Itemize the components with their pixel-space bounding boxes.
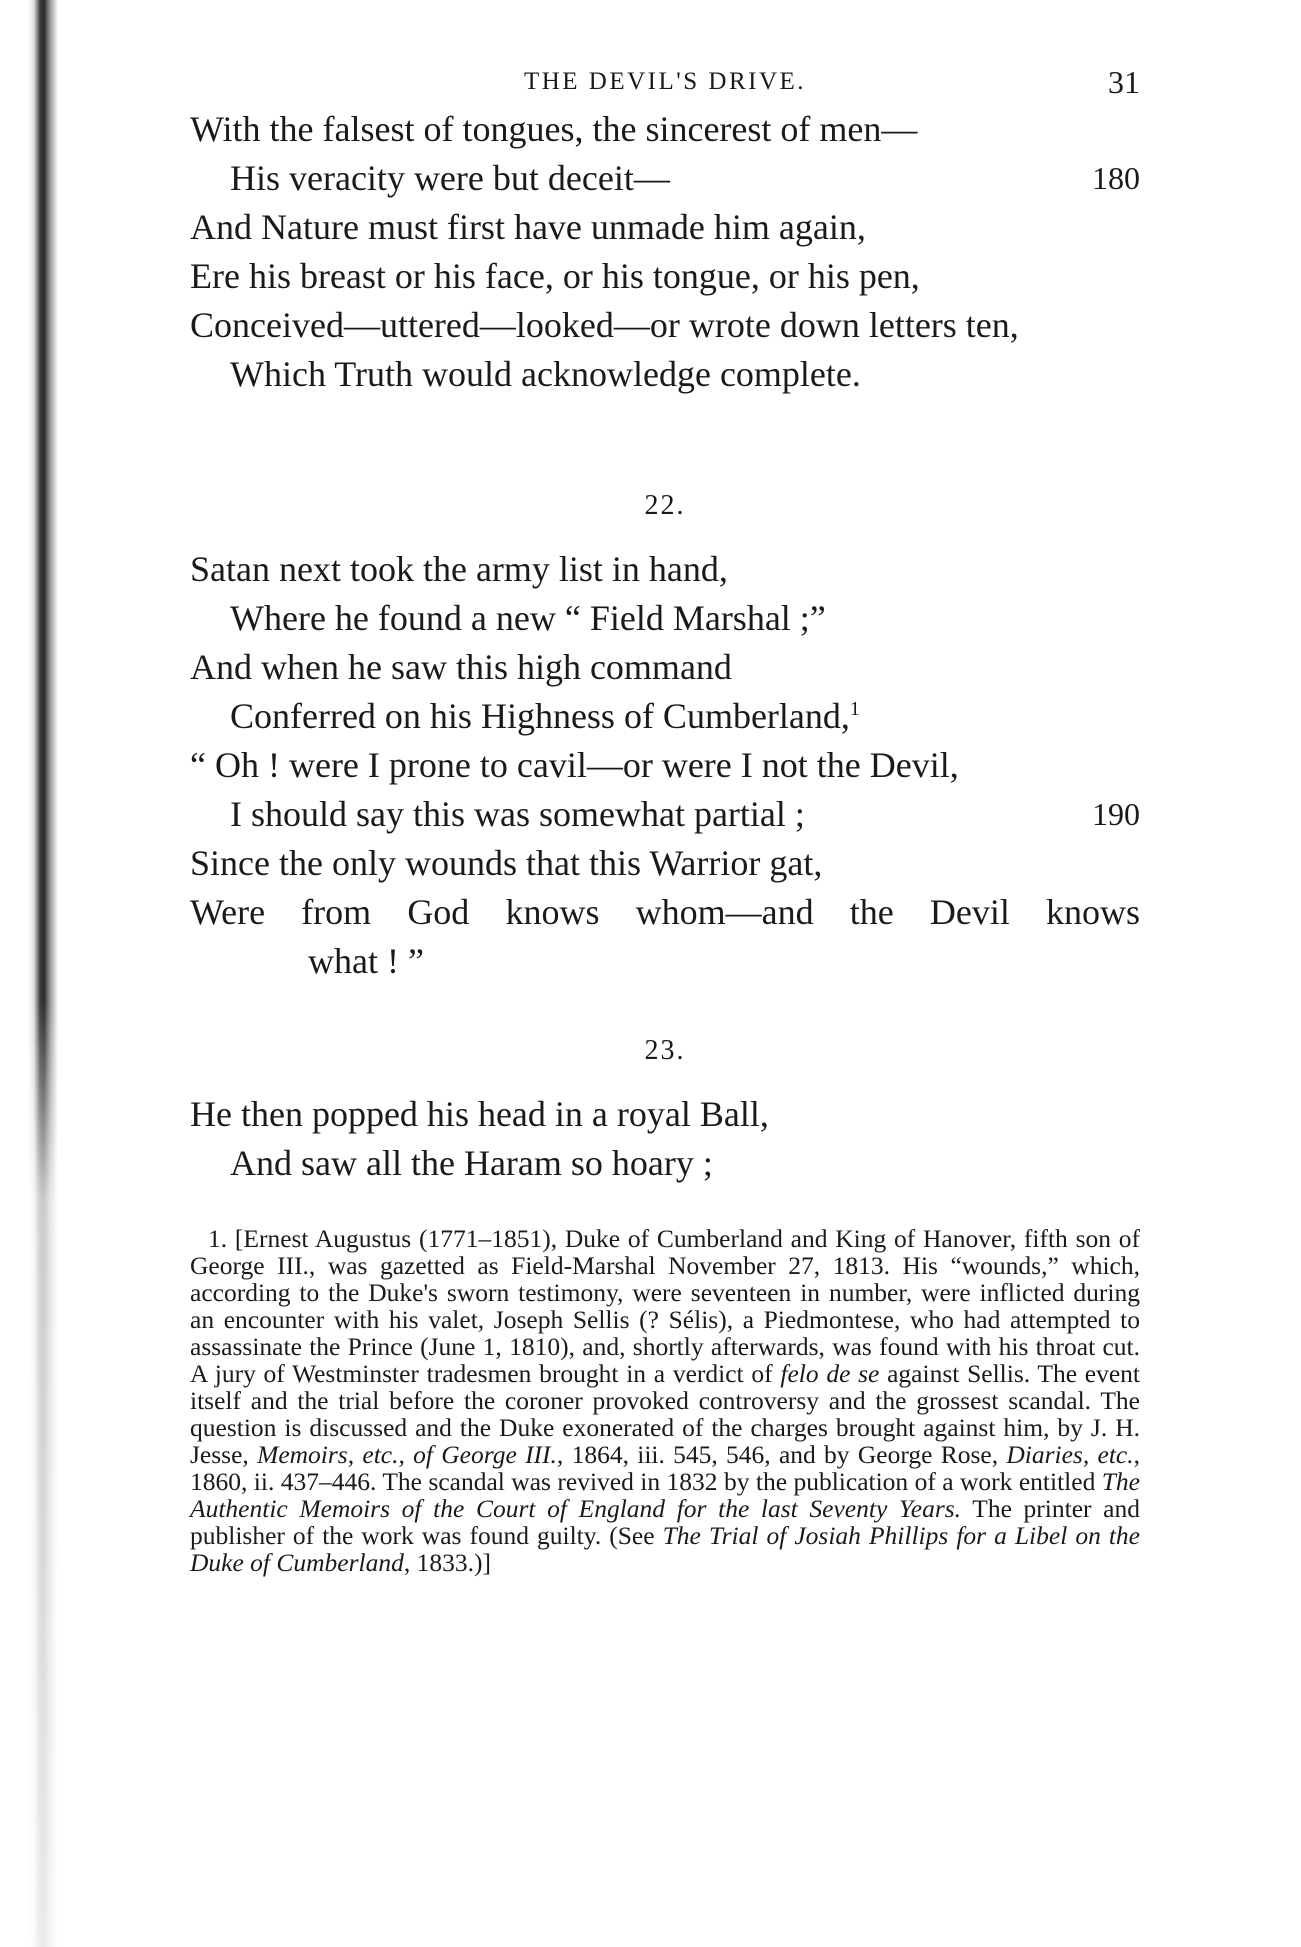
stanza-22 (190, 545, 1140, 986)
verse-line-justified (190, 888, 1140, 937)
verse-word: Devil (929, 892, 1010, 932)
verse-line: Where he found a new “ Field Marshal ;” (230, 598, 826, 638)
footnote-segment: against Sellis. The event itself and the trial before the coroner provoked controversy and the grossest scandal. The question is discussed and the Duke exonerated of the charges brought against him, by J. H. Jesse, (190, 1359, 1140, 1469)
verse-line (190, 154, 1140, 203)
verse-line: Which Truth would acknowledge complete. (230, 354, 861, 394)
footnote-segment: , 1860, ii. 437–446. The scandal was revived in 1832 by the publication of a work entitled (190, 1440, 1140, 1496)
verse-word: Were (190, 892, 266, 932)
verse-line: And saw all the Haram so hoary ; (230, 1143, 713, 1183)
verse-line: And when he saw this high command (190, 647, 732, 687)
footnote (190, 1225, 1140, 1576)
stanza-top (190, 105, 1140, 399)
running-title: THE DEVIL'S DRIVE. (523, 68, 807, 95)
page-number: 31 (1108, 64, 1140, 100)
verse-line: He then popped his head in a royal Ball, (190, 1094, 769, 1134)
footnote-italic: Diaries, etc. (1006, 1440, 1134, 1469)
line-number: 180 (1092, 160, 1140, 196)
verse-line: And Nature must first have unmade him again, (190, 207, 866, 247)
verse-line-text: I should say this was somewhat partial ; (230, 794, 805, 834)
verse-word: God (407, 892, 470, 932)
footnote-italic: felo de se (780, 1359, 880, 1388)
stanza-number: 22. (644, 490, 686, 521)
verse-line: Satan next took the army list in hand, (190, 549, 728, 589)
stanza-23 (190, 1090, 1140, 1188)
footnote-italic: The Trial of Josiah Phillips for a Libel on the Duke of Cumberland (190, 1521, 1140, 1577)
verse-word: the (849, 892, 894, 932)
verse-line (190, 692, 1140, 741)
verse-line-text: Conferred on his Highness of Cumberland, (230, 696, 850, 736)
verse-line: what ! ” (308, 941, 424, 981)
line-number: 190 (1092, 796, 1140, 832)
stanza-number: 23. (644, 1035, 686, 1066)
footnote-text (190, 1225, 1140, 1576)
verse-word: whom—and (635, 892, 814, 932)
verse-line-text: His veracity were but deceit— (230, 158, 670, 198)
footnote-marker: 1 (849, 698, 860, 720)
footnote-segment: , 1833.)] (403, 1548, 491, 1577)
footnote-segment: , 1864, iii. 545, 546, and by George Rose, (556, 1440, 1007, 1469)
verse-line: “ Oh ! were I prone to cavil—or were I not the Devil, (190, 745, 959, 785)
verse-word: knows (505, 892, 600, 932)
footnote-italic: Memoirs, etc., of George III. (257, 1440, 557, 1469)
verse-line (190, 790, 1140, 839)
verse-line: Ere his breast or his face, or his tongue, or his pen, (190, 256, 920, 296)
verse-line: With the falsest of tongues, the sincerest of men— (190, 109, 918, 149)
footnote-italic: The Authentic Memoirs of the Court of England for the last Seventy Years. (190, 1467, 1140, 1523)
verse-word: from (301, 892, 372, 932)
verse-line: Since the only wounds that this Warrior gat, (190, 843, 823, 883)
page-binding-fade (0, 1000, 58, 1947)
footnote-segment: 1. [Ernest Augustus (1771–1851), Duke of Cumberland and King of Hanover, fifth son of George III., was gazetted as Field-Marshal November 27, 1813. His “wounds,” which, according to the Duke's sworn testimony, were seventeen in number, were inflicted during an encounter with his valet, Joseph Sellis (? Sélis), a Piedmontese, who had attempted to assassinate the Prince (June 1, 1810), and, shortly afterwards, was found with his throat cut. A jury of Westminster tradesmen brought in a verdict of (190, 1224, 1140, 1388)
footnote-segment: The printer and publisher of the work was found guilty. (See (190, 1494, 1140, 1550)
verse-word: knows (1045, 892, 1140, 932)
verse-line: Conceived—uttered—looked—or wrote down letters ten, (190, 305, 1019, 345)
page-header (190, 64, 1140, 104)
